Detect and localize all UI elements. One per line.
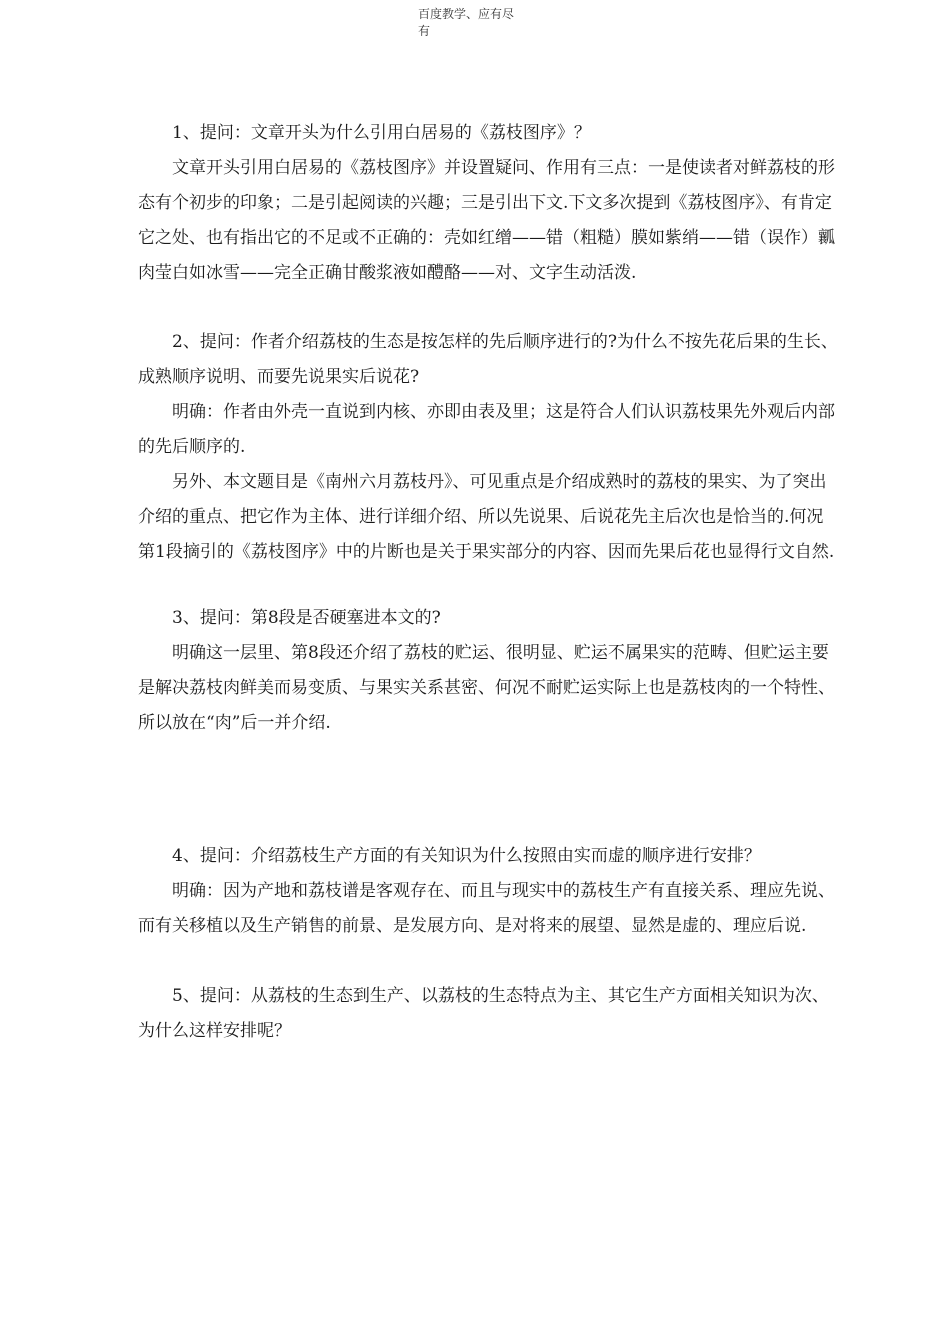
page-header bbox=[418, 6, 538, 40]
document-body bbox=[138, 116, 838, 1049]
header-line-2: 有 bbox=[418, 24, 431, 38]
answer-1-paragraph-1: 文章开头引用白居易的《荔枝图序》并设置疑问、作用有三点：一是使读者对鲜荔枝的形态有个初步的印象；二是引起阅读的兴趣；三是引出下文.下文多次提到《荔枝图序》、有肯定它之处、也有指出它的不足或不正确的：壳如红缯——错（粗糙）膜如紫绡——错（误作）瓤肉莹白如冰雪——完全正确甘酸浆液如醴酪——对、文字生动活泼. bbox=[138, 158, 835, 283]
question-5: 5、提问：从荔枝的生态到生产、以荔枝的生态特点为主、其它生产方面相关知识为次、为什么这样安排呢？ bbox=[138, 986, 829, 1041]
section-spacer bbox=[138, 741, 838, 839]
question-3: 3、提问：第8段是否硬塞进本文的? bbox=[172, 608, 441, 628]
question-2: 2、提问：作者介绍荔枝的生态是按怎样的先后顺序进行的?为什么不按先花后果的生长、成熟顺序说明、而要先说果实后说花? bbox=[138, 332, 838, 387]
section-spacer bbox=[138, 570, 838, 601]
answer-4-paragraph-1: 明确：因为产地和荔枝谱是客观存在、而且与现实中的荔枝生产有直接关系、理应先说、而有关移植以及生产销售的前景、是发展方向、是对将来的展望、显然是虚的、理应后说. bbox=[138, 881, 835, 936]
answer-2-paragraph-1: 明确：作者由外壳一直说到内核、亦即由表及里；这是符合人们认识荔枝果先外观后内部的先后顺序的. bbox=[138, 402, 835, 457]
section-spacer bbox=[138, 291, 838, 325]
answer-2-paragraph-2: 另外、本文题目是《南州六月荔枝丹》、可见重点是介绍成熟时的荔枝的果实、为了突出介绍的重点、把它作为主体、进行详细介绍、所以先说果、后说花先主后次也是恰当的.何况第1段摘引的《荔枝图序》中的片断也是关于果实部分的内容、因而先果后花也显得行文自然. bbox=[138, 472, 835, 562]
answer-3-paragraph-1: 明确这一层里、第8段还介绍了荔枝的贮运、很明显、贮运不属果实的范畴、但贮运主要是解决荔枝肉鲜美而易变质、与果实关系甚密、何况不耐贮运实际上也是荔枝肉的一个特性、所以放在“肉”后一并介绍. bbox=[138, 643, 835, 733]
question-4: 4、提问：介绍荔枝生产方面的有关知识为什么按照由实而虚的顺序进行安排？ bbox=[172, 846, 761, 866]
section-spacer bbox=[138, 944, 838, 979]
header-line-1: 百度教学、应有尽 bbox=[418, 7, 515, 21]
question-1: 1、提问：文章开头为什么引用白居易的《荔枝图序》？ bbox=[172, 123, 591, 143]
